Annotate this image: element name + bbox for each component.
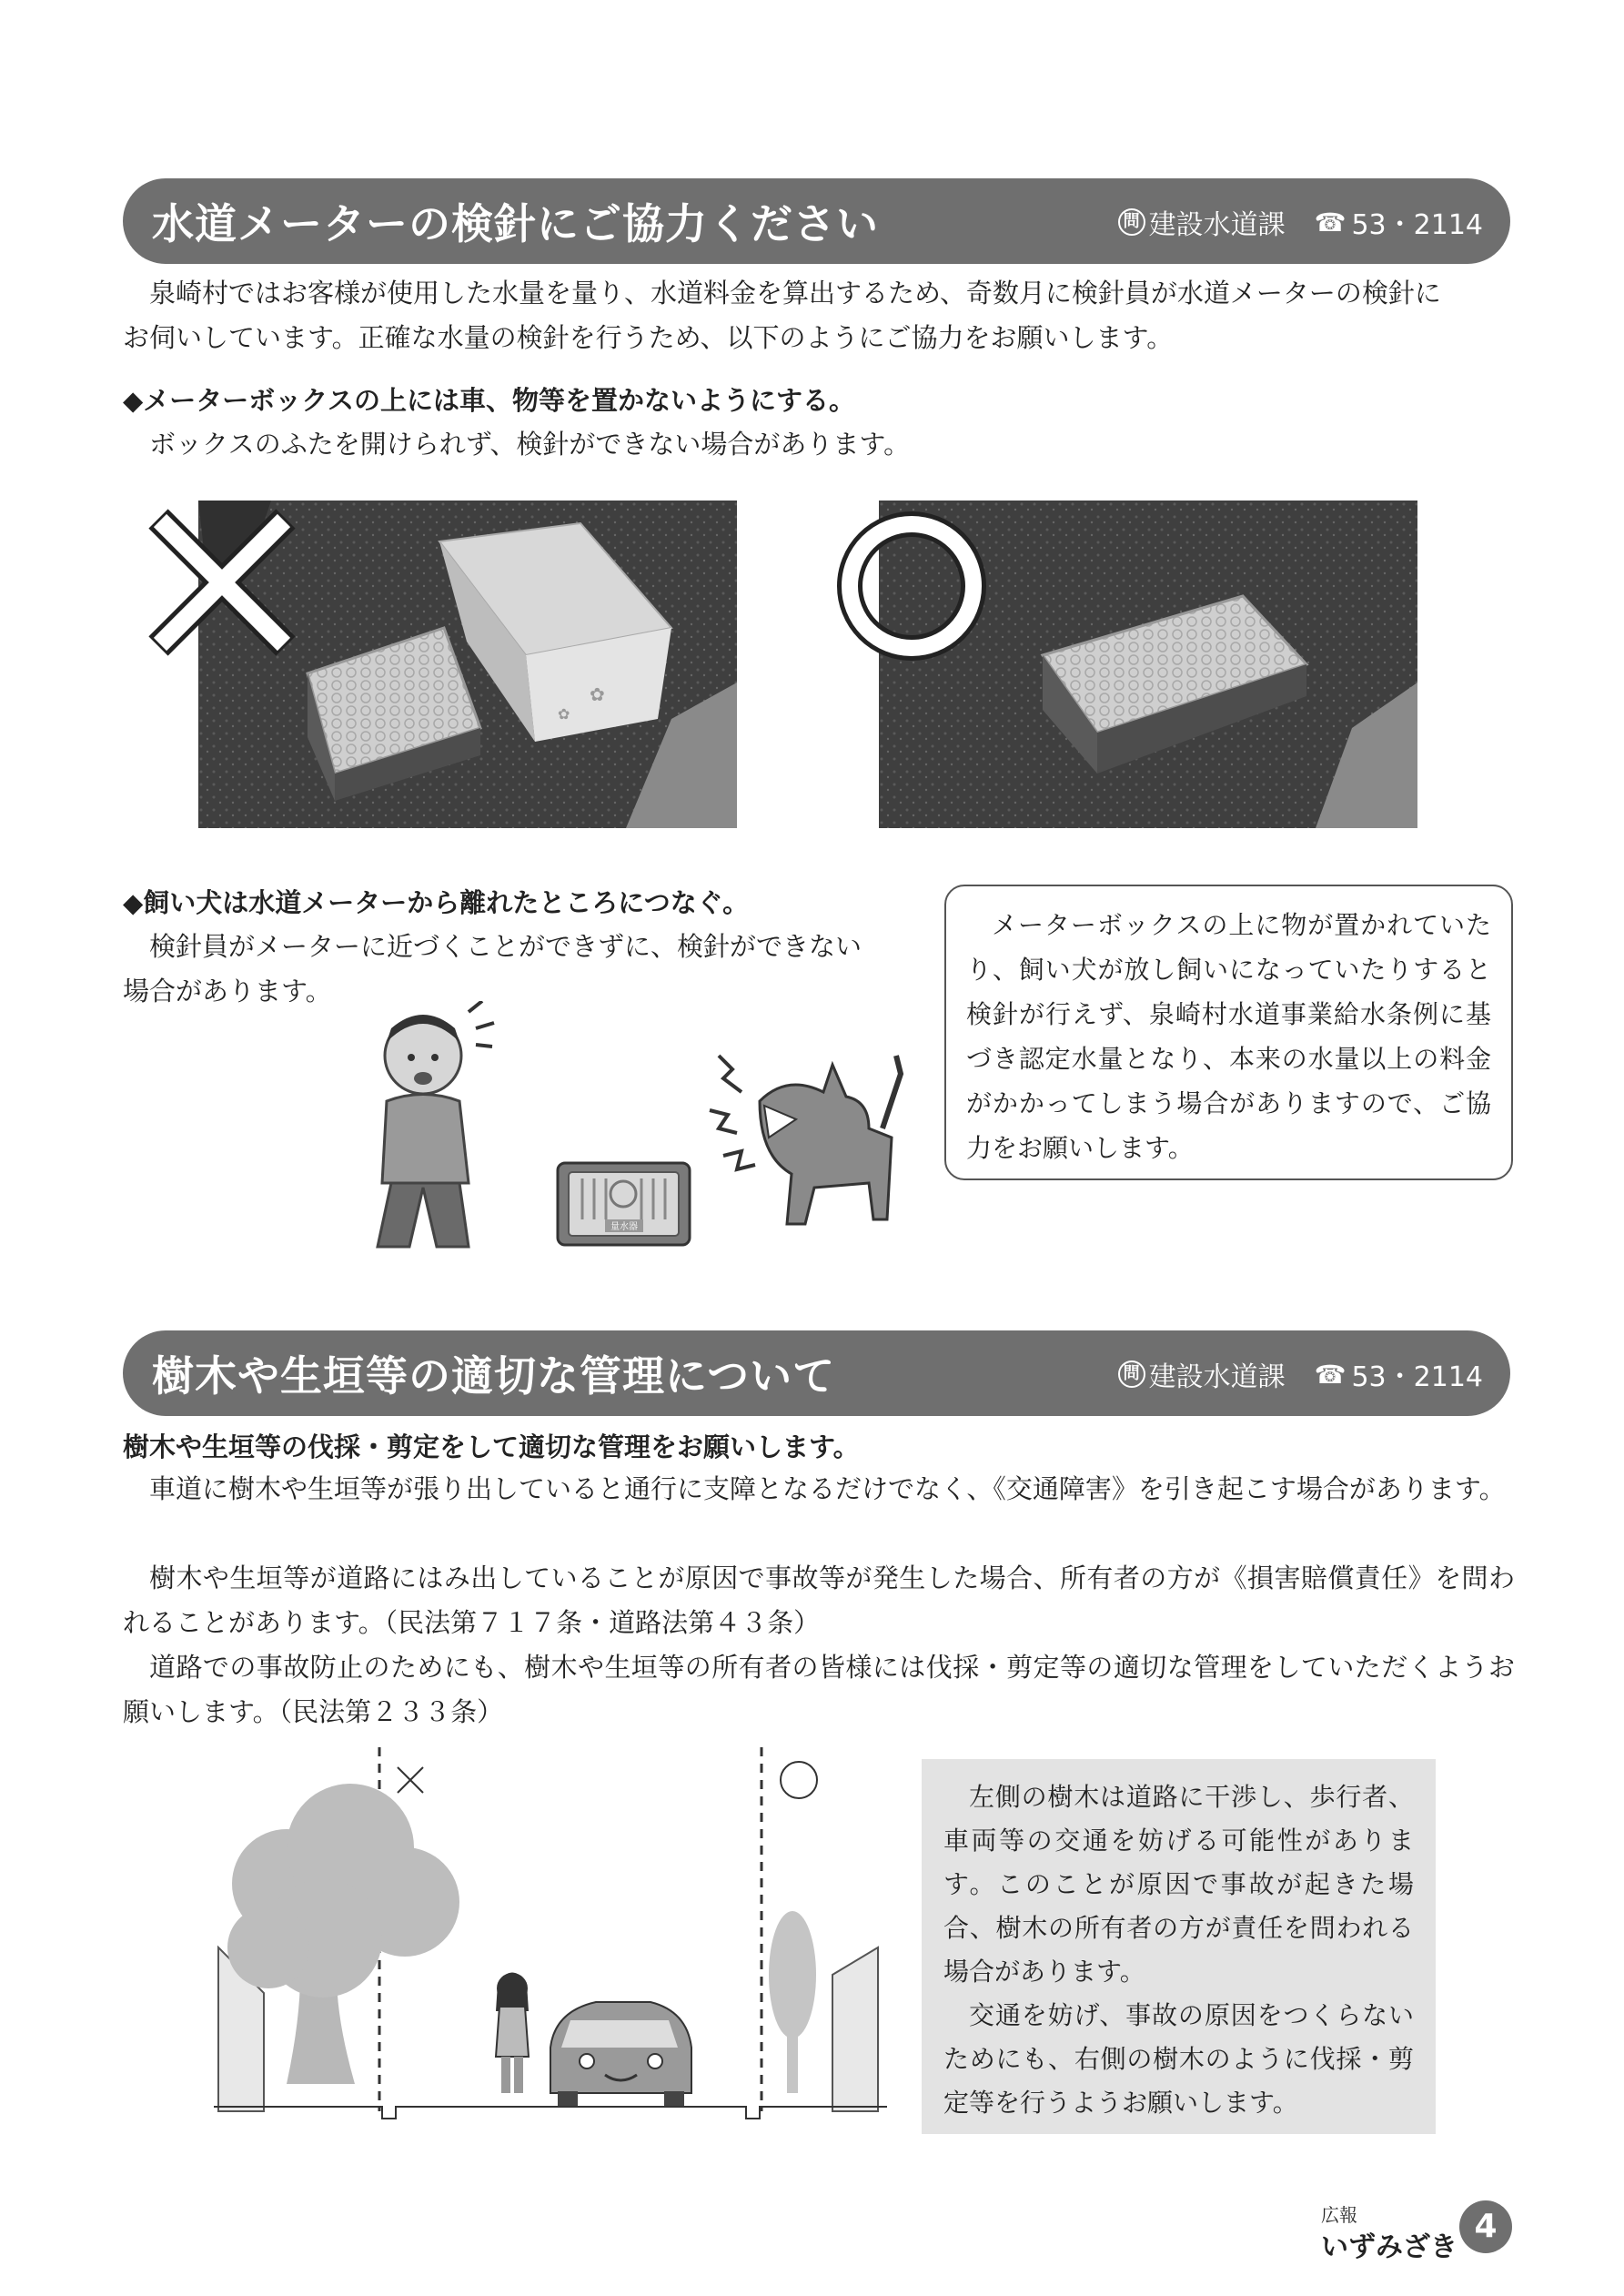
meter-box-label: 量水器 [610, 1222, 638, 1232]
point2-text-line-2: 場合があります。 [123, 976, 332, 1006]
trees-para-2: 樹木や生垣等が道路にはみ出していることが原因で事故等が発生した場合、所有者の方が《損害賠償責任》を問われることがあります。（民法第７１７条・道路法第４３条） [123, 1563, 1515, 1638]
trees-lead: 樹木や生垣等の伐採・剪定をして適切な管理をお願いします。 [123, 1431, 860, 1462]
box-para-2: 交通を妨げ、事故の原因をつくらないためにも、右側の樹木のように伐採・剪定等を行うようお願いします。 [943, 2000, 1414, 2118]
callout-text: メーターボックスの上に物が置かれていたり、飼い犬が放し飼いになっていたりすると検針が行えず、泉崎村水道事業給水条例に基づき認定水量となり、本来の水量以上の料金がかかってしまう場合がありますので、ご協力をお願いします。 [966, 910, 1491, 1163]
meter-callout-box [944, 885, 1513, 1180]
box-para-1: 左側の樹木は道路に干渉し、歩行者、車両等の交通を妨げる可能性があります。このことが原因で事故が起きた場合、樹木の所有者の方が責任を問われる場合があります。 [943, 1782, 1414, 1987]
trees-explanation-box [922, 1759, 1436, 2134]
point1-heading: ◆メーターボックスの上には車、物等を置かないようにする。 [123, 385, 856, 416]
page-number: 4 [1459, 2200, 1512, 2253]
circle-mark-icon [835, 510, 988, 663]
point2-heading: ◆飼い犬は水道メーターから離れたところにつなぐ。 [123, 887, 750, 918]
footer-publication-name: いずみざき [1321, 2231, 1458, 2263]
phone-icon: ☎ [1314, 207, 1347, 238]
footer-label: 広報 [1321, 2204, 1357, 2226]
barking-dog-figure [710, 1056, 901, 1224]
meter-reader-figure [378, 1001, 494, 1247]
meter-box-figure [558, 1163, 690, 1245]
good-example-o-icon [781, 1762, 817, 1798]
meter-reader-dog-illustration [359, 1001, 905, 1260]
car-figure [550, 2002, 691, 2106]
department-name: 建設水道課 [1148, 209, 1286, 241]
contact-info [1118, 202, 1483, 242]
phone-number: 53・2114 [1351, 209, 1483, 241]
trimmed-tree-figure [769, 1911, 816, 2093]
section-header-meter [123, 178, 1510, 264]
phone-icon: ☎ [1314, 1359, 1347, 1390]
section-header-trees [123, 1330, 1510, 1416]
svg-text:✿: ✿ [558, 705, 570, 723]
road-ground-line [214, 2107, 887, 2119]
section-title: 樹木や生垣等の適切な管理について [152, 1351, 836, 1401]
cross-mark-icon [146, 506, 298, 659]
trees-para-1: 車道に樹木や生垣等が張り出していると通行に支障となるだけでなく、《交通障害》を引き起こす場合があります。 [149, 1473, 1506, 1504]
bad-example-x-icon [398, 1767, 423, 1793]
intro-line-2: お伺いしています。正確な水量の検針を行うため、以下のようにご協力をお願いします。 [123, 322, 1174, 353]
inquiry-mark: 問 [1118, 208, 1145, 236]
department-name: 建設水道課 [1148, 1361, 1286, 1393]
trees-para-3: 道路での事故防止のためにも、樹木や生垣等の所有者の皆様には伐採・剪定等の適切な管理をしていただくようお願いします。（民法第２３３条） [123, 1652, 1515, 1727]
inquiry-mark: 問 [1118, 1360, 1145, 1388]
point2-text-line-1: 検針員がメーターに近づくことができずに、検針ができない [149, 931, 862, 962]
point1-text: ボックスのふたを開けられず、検針ができない場合があります。 [149, 429, 911, 460]
svg-text:✿: ✿ [590, 683, 605, 705]
section-title: 水道メーターの検針にご協力ください [152, 199, 879, 248]
pedestrian-figure [496, 1973, 529, 2094]
street-trees-illustration [214, 1747, 887, 2129]
intro-line-1: 泉崎村ではお客様が使用した水量を量り、水道料金を算出するため、奇数月に検針員が水道メーターの検針に [149, 278, 1441, 308]
contact-info [1118, 1354, 1483, 1394]
phone-number: 53・2114 [1351, 1361, 1483, 1393]
wall-right [832, 1947, 878, 2111]
